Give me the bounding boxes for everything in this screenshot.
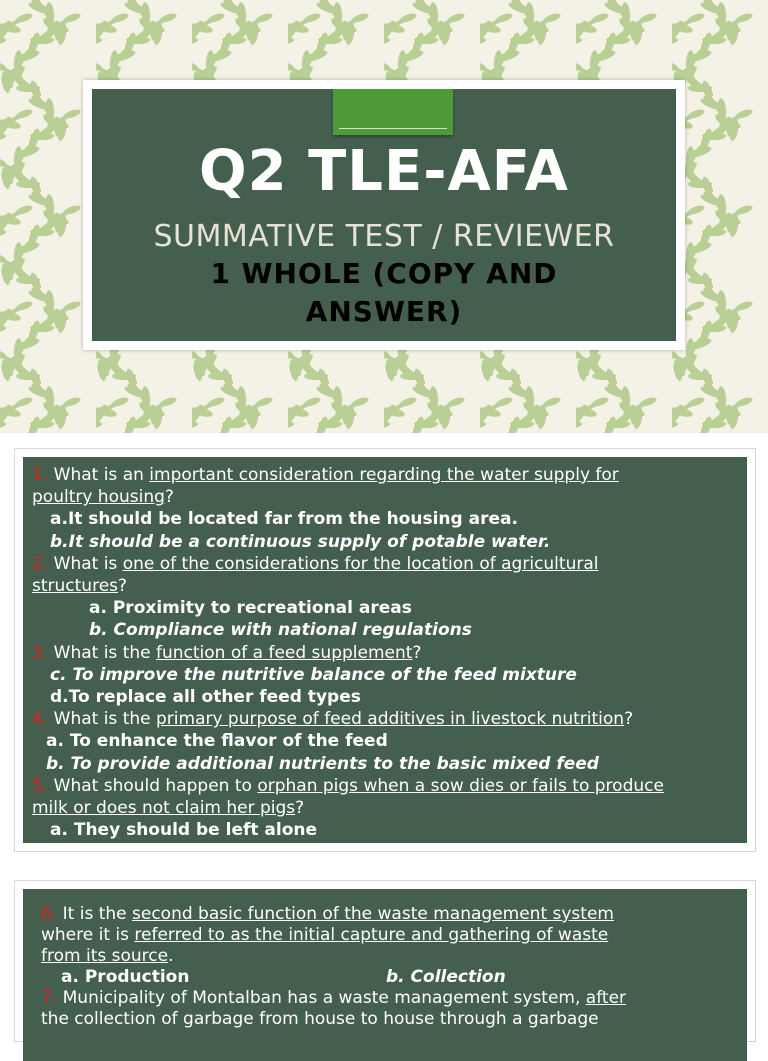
question-keyphrase: one of the considerations for the location of agricultural xyxy=(122,553,599,574)
instruction-line-1: 1 WHOLE (COPY AND xyxy=(210,257,558,290)
question-text: ? xyxy=(164,487,174,508)
q3-choice-c xyxy=(32,664,735,686)
questions-slide-1 xyxy=(14,448,756,852)
question-5-cont xyxy=(32,797,735,819)
choice-letter: a. xyxy=(50,509,68,530)
title-panel xyxy=(92,89,676,341)
question-6-cont xyxy=(41,925,735,946)
question-keyphrase: from its source xyxy=(41,946,169,966)
question-text: What is an xyxy=(48,465,150,485)
question-number: 4. xyxy=(32,709,49,730)
question-keyphrase: after xyxy=(585,988,627,1008)
q3-choice-d xyxy=(32,686,735,708)
question-text: What is xyxy=(48,553,123,574)
question-1-cont xyxy=(32,486,735,508)
question-keyphrase: referred to as the initial capture and gathering of waste xyxy=(134,925,609,945)
question-text: ? xyxy=(412,642,422,663)
choice-text: It should be a continuous supply of potable water. xyxy=(68,531,551,552)
question-text: What should happen to xyxy=(48,775,258,796)
question-6 xyxy=(41,904,735,925)
q4-choice-b: b. To provide additional nutrients to the basic mixed feed xyxy=(46,753,599,774)
q2-choice-b: b. Compliance with national regulations xyxy=(89,620,472,641)
question-text: ? xyxy=(118,576,128,597)
question-number: 3. xyxy=(32,642,49,663)
question-keyphrase: important consideration regarding the water supply for xyxy=(149,465,619,485)
chalkboard xyxy=(23,889,747,1061)
title-card xyxy=(83,80,685,350)
question-number: 6. xyxy=(41,904,58,924)
instruction-line-2: ANSWER) xyxy=(305,295,463,328)
choice-text: It should be located far from the housing area. xyxy=(67,509,518,530)
question-2 xyxy=(32,553,735,575)
questions-slide-2 xyxy=(14,880,756,1042)
question-number: 1. xyxy=(32,465,49,485)
question-text: What is the xyxy=(48,709,156,730)
q1-choice-a xyxy=(32,508,735,530)
question-text: What is the xyxy=(48,642,156,663)
question-keyphrase: primary purpose of feed additives in livestock nutrition xyxy=(156,709,625,730)
question-number: 2. xyxy=(32,553,49,574)
decorative-tab xyxy=(333,89,453,135)
q5-choice-a: a. They should be left alone xyxy=(50,820,318,841)
question-keyphrase: orphan pigs when a sow dies or fails to produce xyxy=(257,775,664,796)
question-4 xyxy=(32,708,735,730)
question-text: ? xyxy=(624,709,634,730)
choice-letter: a xyxy=(46,731,58,752)
title-slide xyxy=(0,0,768,433)
question-5 xyxy=(32,775,735,797)
tab-line xyxy=(339,128,447,129)
question-3 xyxy=(32,642,735,664)
q2-choice-a: a. Proximity to recreational areas xyxy=(89,598,412,619)
question-keyphrase: milk or does not claim her pigs xyxy=(32,798,296,819)
q1-choice-b xyxy=(32,531,735,553)
choice-text: . To enhance the flavor of the feed xyxy=(57,731,388,752)
question-text: ? xyxy=(295,798,305,819)
question-keyphrase: second basic function of the waste management system xyxy=(132,904,614,924)
instruction-text xyxy=(122,255,646,331)
q6-choice-a: a. Production xyxy=(61,967,190,987)
q6-choices xyxy=(41,967,735,988)
question-list xyxy=(41,904,735,1030)
choice-text: To replace all other feed types xyxy=(68,687,361,708)
page-title: Q2 TLE-AFA xyxy=(199,139,569,204)
chalkboard xyxy=(23,457,747,843)
question-number: 5. xyxy=(32,775,49,796)
q6-choice-b: b. Collection xyxy=(386,967,506,987)
question-6-cont-2 xyxy=(41,946,735,967)
question-2-cont xyxy=(32,575,735,597)
question-text: . xyxy=(168,946,174,966)
choice-letter: c. xyxy=(50,664,67,685)
question-number: 7. xyxy=(41,988,58,1008)
choice-text: To improve the nutritive balance of the feed mixture xyxy=(72,664,577,685)
question-7-cont: the collection of garbage from house to house through a garbage xyxy=(41,1009,599,1029)
question-text: Municipality of Montalban has a waste management system, xyxy=(57,988,586,1008)
question-keyphrase: function of a feed supplement xyxy=(156,642,413,663)
choice-letter: b. xyxy=(50,531,69,552)
question-keyphrase: poultry housing xyxy=(32,487,165,508)
page-subtitle: SUMMATIVE TEST / REVIEWER xyxy=(153,219,615,254)
question-7 xyxy=(41,988,735,1009)
question-text: where it is xyxy=(41,925,135,945)
q4-choice-a xyxy=(32,730,735,752)
question-text: It is the xyxy=(57,904,133,924)
question-list xyxy=(32,464,735,841)
question-keyphrase: structures xyxy=(32,576,119,597)
choice-letter: d. xyxy=(50,687,69,708)
question-1 xyxy=(32,464,735,486)
